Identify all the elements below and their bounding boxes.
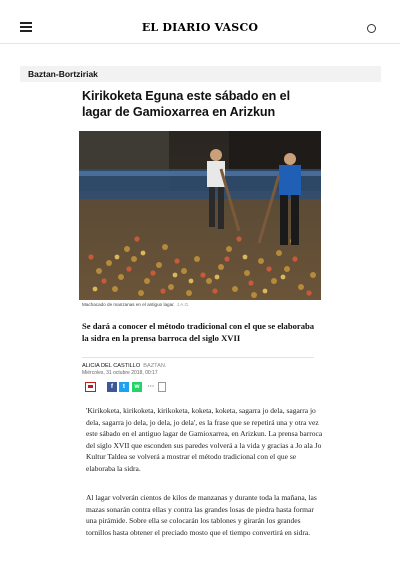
byline (82, 363, 166, 369)
whatsapp-share-button[interactable]: w (132, 382, 142, 392)
user-account-icon[interactable] (367, 24, 376, 33)
author-name[interactable]: ALICIA DEL CASTILLO (82, 363, 141, 369)
photo-caption (82, 302, 189, 307)
site-logo[interactable]: EL DIARIO VASCO (141, 21, 259, 34)
comments-icon[interactable] (85, 382, 96, 392)
article-headline: Kirikoketa Eguna este sábado en el lagar de Gamioxarrea en Arizkun (82, 89, 290, 119)
twitter-share-button[interactable]: t (119, 382, 129, 392)
article-summary: Se dará a conocer el método tradicional con el que se elaboraba la sidra en la prensa barroca del siglo XVII (82, 321, 315, 343)
article-paragraph: 'Kirikoketa, kirikoketa, kirikoketa, koketa, koketa, sagarra jo dela, sagarra jo dela, sagarra jo dela, jo dela, jo dela', es la frase que se repetirá una y otra vez este sábado en el antiguo lagar de Gamioxarrea, en Arizkun. La prensa barroca del siglo XVII que esconden sus paredes volverá a la vida y gracias a Jo ala Jo Kultur Taldea se volverá a mostrar el método tradicional con el que se elaboraba la sidra. (86, 406, 323, 473)
section-breadcrumb (20, 66, 381, 82)
article-paragraph: Al lagar volverán cientos de kilos de manzanas y durante toda la mañana, las mazas sonarán contra ellas y contra las grandes losas de piedra hasta formar una pirámide. Sobre ella se colocarán los tablones y girarán los grandes tornillos hasta obtener el preciado mosto que el tiempo convertirá en sidra. (86, 493, 317, 537)
top-bar (0, 0, 400, 44)
author-place: BAZTAN. (143, 363, 167, 369)
publish-date: Miércoles, 31 octubre 2018, 00:17 (82, 370, 158, 376)
more-share-button[interactable]: ··· (147, 383, 155, 390)
article-photo[interactable] (79, 131, 321, 300)
caption-text: Machacado de manzanas en el antiguo lagar. (82, 302, 175, 307)
facebook-share-button[interactable]: f (107, 382, 117, 392)
photo-credit: J.A.G. (176, 302, 190, 307)
divider (82, 357, 314, 358)
photo-illustration (79, 131, 321, 300)
bookmark-icon[interactable] (158, 382, 166, 392)
section-link[interactable]: Baztan-Bortziriak (28, 69, 98, 79)
